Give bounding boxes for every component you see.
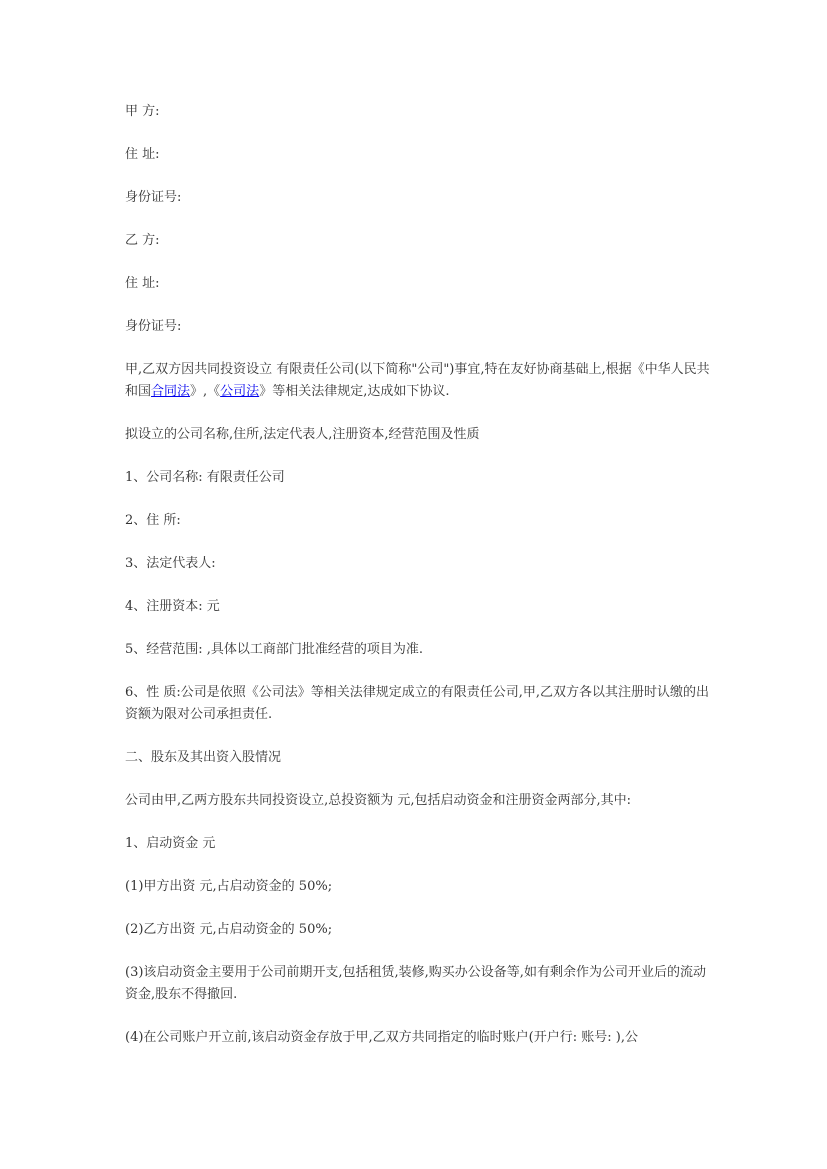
intro-text-part1: 甲,乙双方因共同投资设立 有限责任公司(以下简称"公司")事宜,特在友好协商基础上,根据《中华人民共和国 xyxy=(125,362,710,399)
business-scope-item: 5、经营范围: ,具体以工商部门批准经营的项目为准. xyxy=(125,642,424,657)
party-a-field: 甲 方: xyxy=(125,104,160,119)
startup-fund-item-1: (1)甲方出资 元,占启动资金的 50%; xyxy=(125,879,333,894)
startup-fund-item-2: (2)乙方出资 元,占启动资金的 50%; xyxy=(125,922,333,937)
startup-fund-item-3: (3)该启动资金主要用于公司前期开支,包括租赁,装修,购买办公设备等,如有剩余作为公司开业后的流动资金,股东不得撤回. xyxy=(125,965,706,1002)
section2-intro: 公司由甲,乙两方股东共同投资设立,总投资额为 元,包括启动资金和注册资金两部分,其中: xyxy=(125,793,632,808)
startup-fund-title: 1、启动资金 元 xyxy=(125,836,216,851)
party-b-field: 乙 方: xyxy=(125,233,160,248)
intro-text-part2: 》,《 xyxy=(190,384,221,399)
company-nature-item: 6、性 质:公司是依照《公司法》等相关法律规定成立的有限责任公司,甲,乙双方各以其注册时认缴的出资额为限对公司承担责任. xyxy=(125,685,710,722)
party-b-id-field: 身份证号: xyxy=(125,319,182,334)
registered-capital-item: 4、注册资本: 元 xyxy=(125,599,220,614)
legal-rep-item: 3、法定代表人: xyxy=(125,556,216,571)
section1-heading: 拟设立的公司名称,住所,法定代表人,注册资本,经营范围及性质 xyxy=(125,427,480,442)
company-law-link[interactable]: 公司法 xyxy=(220,384,260,399)
contract-law-link[interactable]: 合同法 xyxy=(151,384,191,399)
startup-fund-item-4: (4)在公司账户开立前,该启动资金存放于甲,乙双方共同指定的临时账户(开户行: 账号: ),公 xyxy=(125,1030,638,1045)
section2-heading: 二、股东及其出资入股情况 xyxy=(125,750,282,765)
intro-paragraph xyxy=(125,359,717,403)
party-a-id-field: 身份证号: xyxy=(125,190,182,205)
party-a-address-field: 住 址: xyxy=(125,147,160,162)
company-name-item: 1、公司名称: 有限责任公司 xyxy=(125,470,285,485)
party-b-address-field: 住 址: xyxy=(125,276,160,291)
intro-text-part3: 》等相关法律规定,达成如下协议. xyxy=(259,384,450,399)
residence-item: 2、住 所: xyxy=(125,513,181,528)
